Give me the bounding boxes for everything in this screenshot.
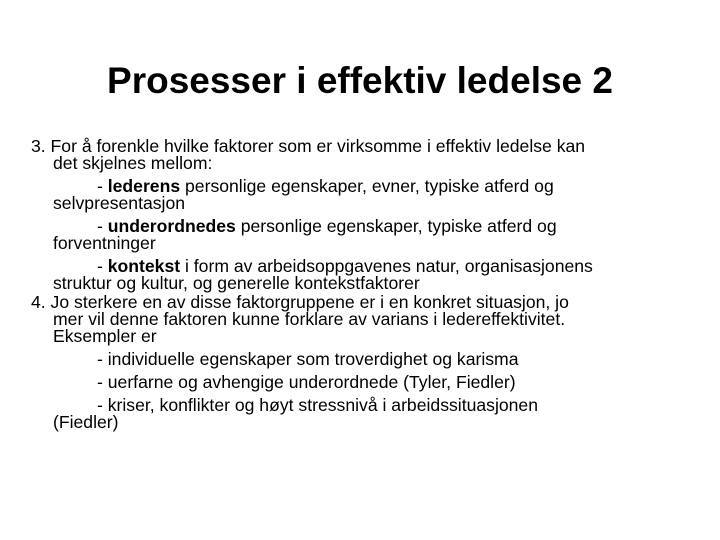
example-item [31, 397, 681, 431]
point-4 [31, 294, 681, 431]
factor-item-continuation: forventninger [53, 233, 156, 253]
factor-item-keyword: underordnedes [107, 216, 236, 236]
factor-item-prefix: - [97, 256, 108, 276]
factor-item-context [31, 258, 681, 292]
factor-item-prefix: - [97, 176, 108, 196]
example-item-continuation: (Fiedler) [53, 412, 119, 432]
example-item: - uerfarne og avhengige underordnede (Tyler, Fiedler) [97, 372, 516, 392]
factor-item-prefix: - [97, 216, 108, 236]
point-3-intro-line-2: det skjelnes mellom: [53, 153, 213, 173]
example-item: - individuelle egenskaper som troverdighet og karisma [97, 349, 519, 369]
factor-item-continuation: struktur og kultur, og generelle kontekstfaktorer [53, 273, 420, 293]
factor-item-leader [31, 178, 681, 212]
slide-body [31, 138, 681, 433]
factor-item-subordinates [31, 218, 681, 252]
factor-item-text: personlige egenskaper, evner, typiske atferd og [180, 176, 554, 196]
point-3-intro-line-1: 3. For å forenkle hvilke faktorer som er virksomme i effektiv ledelse kan [31, 136, 586, 156]
slide-title: Prosesser i effektiv ledelse 2 [107, 59, 613, 101]
point-4-intro-line-2: mer vil denne faktoren kunne forklare av varians i ledereffektivitet. [53, 309, 566, 329]
factor-item-keyword: lederens [107, 176, 181, 196]
point-4-intro-line-1: 4. Jo sterkere en av disse faktorgruppene er i en konkret situasjon, jo [31, 292, 569, 312]
example-item-text: - kriser, konflikter og høyt stressnivå i arbeidssituasjonen [97, 395, 539, 415]
factor-item-text: i form av arbeidsoppgavenes natur, organisasjonens [180, 256, 593, 276]
factor-item-keyword: kontekst [107, 256, 181, 276]
point-3 [31, 138, 681, 292]
factor-item-text: personlige egenskaper, typiske atferd og [235, 216, 557, 236]
factor-item-continuation: selvpresentasjon [53, 193, 186, 213]
point-4-intro-line-3: Eksempler er [53, 326, 157, 346]
